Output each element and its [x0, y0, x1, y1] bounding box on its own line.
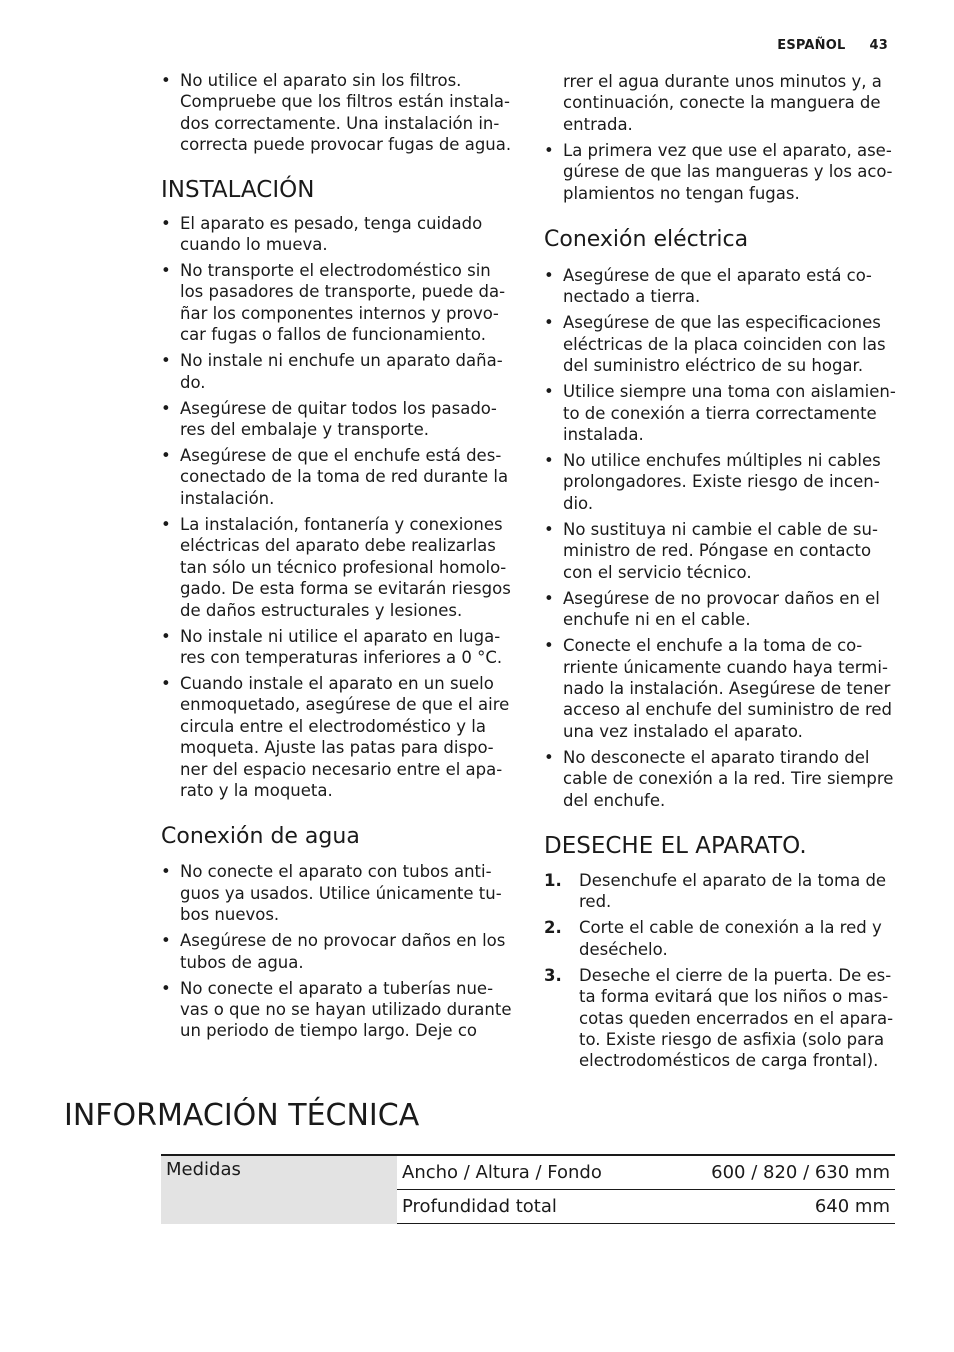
- agua-continued-list: [544, 140, 896, 204]
- step-number: 3.: [544, 965, 562, 985]
- table-cell-value: 600 / 820 / 630 mm: [697, 1155, 895, 1190]
- step-item: [544, 870, 896, 913]
- step-text: Desenchufe el aparato de la toma de red.: [579, 870, 887, 912]
- page-number: 43: [869, 38, 888, 53]
- section-heading-conexion-agua: Conexión de agua: [161, 824, 360, 850]
- list-item: • No instale ni utilice el aparato en lugares con temperaturas inferiores a 0 °C.: [161, 626, 513, 669]
- list-item: • Asegúrese de no provocar daños en el enchufe ni en el cable.: [544, 588, 896, 631]
- continued-text: rrer el agua durante unos minutos y, a continuación, conecte la manguera de entrada.: [563, 72, 882, 134]
- section-heading-instalacion: INSTALACIÓN: [161, 176, 315, 203]
- page-header: [777, 38, 888, 53]
- list-item: • No desconecte el aparato tirando del cable de conexión a la red. Tire siempre del enchufe.: [544, 747, 896, 811]
- table-row: [161, 1155, 895, 1190]
- table-cell-key: Profundidad total: [397, 1190, 697, 1224]
- list-item: • No instale ni enchufe un aparato dañado.: [161, 350, 513, 393]
- list-item: • No conecte el aparato a tuberías nuevas o que no se hayan utilizado durante un periodo de tiempo largo. Deje co: [161, 978, 513, 1042]
- specs-table: [161, 1154, 895, 1224]
- instalacion-list: [161, 213, 513, 802]
- list-item: • Asegúrese de quitar todos los pasadores del embalaje y transporte.: [161, 398, 513, 441]
- table-cell-key: Ancho / Altura / Fondo: [397, 1155, 697, 1190]
- section-title-informacion-tecnica: INFORMACIÓN TÉCNICA: [64, 1098, 420, 1133]
- right-column: [544, 71, 896, 1076]
- list-item: • No transporte el electrodoméstico sin los pasadores de transporte, puede dañar los componentes internos y provocar fugas o fallos de funcionamiento.: [161, 260, 513, 346]
- step-item: [544, 917, 896, 960]
- step-number: 2.: [544, 918, 562, 938]
- section-heading-deseche: DESECHE EL APARATO.: [544, 832, 807, 859]
- step-item: [544, 965, 896, 1072]
- list-item: • Asegúrese de que el enchufe está desconectado de la toma de red durante la instalación.: [161, 445, 513, 509]
- list-item: • El aparato es pesado, tenga cuidado cuando lo mueva.: [161, 213, 513, 256]
- list-item: • Asegúrese de que el aparato está conectado a tierra.: [544, 265, 896, 308]
- list-item: • No sustituya ni cambie el cable de suministro de red. Póngase en contacto con el servicio técnico.: [544, 519, 896, 583]
- list-item: • Asegúrese de que las especificaciones eléctricas de la placa coinciden con las del suministro eléctrico de su hogar.: [544, 312, 896, 376]
- conexion-agua-list: [161, 861, 513, 1041]
- step-text: Corte el cable de conexión a la red y deséchelo.: [579, 918, 882, 959]
- deseche-steps: [544, 870, 896, 1072]
- list-item: • La instalación, fontanería y conexiones eléctricas del aparato debe realizarlas tan sólo un técnico profesional homologado. De esta forma se evitarán riesgos de daños estructurales y lesiones.: [161, 514, 513, 621]
- section-heading-conexion-electrica: Conexión eléctrica: [544, 227, 749, 253]
- list-item: • No conecte el aparato con tubos antiguos ya usados. Utilice únicamente tubos nuevos.: [161, 861, 513, 925]
- list-item: • No utilice enchufes múltiples ni cables prolongadores. Existe riesgo de incendio.: [544, 450, 896, 514]
- list-item: • Asegúrese de no provocar daños en los tubos de agua.: [161, 930, 513, 973]
- step-number: 1.: [544, 870, 562, 890]
- list-item: • No utilice el aparato sin los filtros. Compruebe que los filtros están instalados correctamente. Una instalación incorrecta puede provocar fugas de agua.: [161, 70, 513, 156]
- list-item: • Utilice siempre una toma con aislamiento de conexión a tierra correctamente instalada.: [544, 381, 896, 445]
- intro-list: [161, 70, 513, 156]
- table-cell-value: 640 mm: [697, 1190, 895, 1224]
- language-label: ESPAÑOL: [777, 38, 846, 53]
- step-text: Deseche el cierre de la puerta. De esta forma evitará que los niños o mascotas queden encerrados en el aparato. Existe riesgo de asfixia (solo para electrodomésticos de carga frontal).: [579, 965, 894, 1071]
- list-item: • Cuando instale el aparato en un suelo enmoquetado, asegúrese de que el aire circula entre el electrodoméstico y la moqueta. Ajuste las patas para disponer del espacio necesario entre el aparato y la moqueta.: [161, 673, 513, 801]
- list-item: • La primera vez que use el aparato, asegúrese de que las mangueras y los acoplamientos no tengan fugas.: [544, 140, 896, 204]
- conexion-electrica-list: [544, 265, 896, 811]
- left-column: [161, 70, 513, 1046]
- list-item: • Conecte el enchufe a la toma de corriente únicamente cuando haya terminado la instalación. Asegúrese de tener acceso al enchufe del suministro de red una vez instalado el aparato.: [544, 635, 896, 742]
- table-row-label: Medidas: [161, 1155, 397, 1224]
